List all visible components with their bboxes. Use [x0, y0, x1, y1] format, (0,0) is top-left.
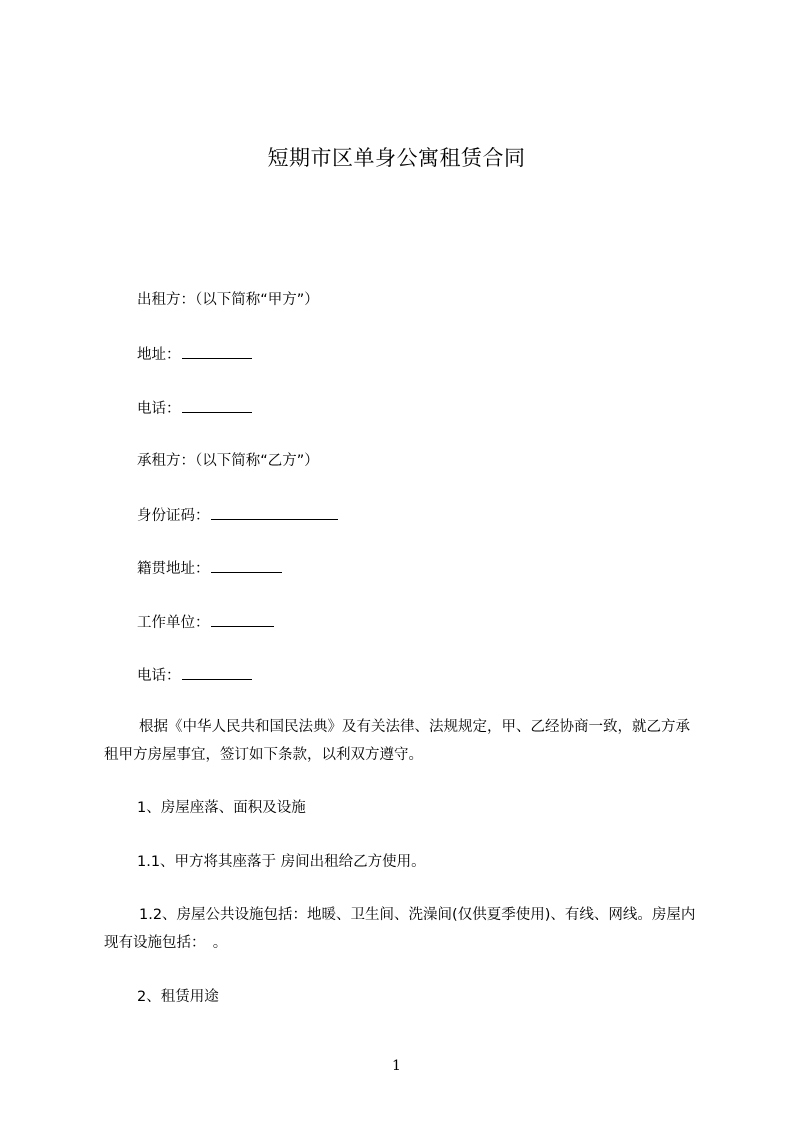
- lessor-phone-field: [137, 398, 252, 419]
- lessor-address-blank: [182, 344, 252, 359]
- lessee-id-label: 身份证码：: [137, 508, 210, 524]
- lessor-address-field: [137, 344, 252, 365]
- lessee-origin-address-field: [137, 558, 282, 579]
- lessee-phone-label: 电话：: [137, 668, 181, 684]
- preamble-paragraph: 根据《中华人民共和国民法典》及有关法律、法规规定，甲、乙经协商一致，就乙方承租甲方房屋事宜，签订如下条款，以利双方遵守。: [104, 719, 690, 763]
- lessor-label: 出租方：（以下简称“甲方”）: [137, 292, 319, 308]
- lessee-phone-field: [137, 665, 252, 686]
- section-2-heading: 2、租赁用途: [137, 989, 219, 1005]
- lessee-phone-blank: [182, 665, 252, 680]
- lessee-id-blank: [211, 505, 338, 520]
- lessee-employer-field: [137, 612, 274, 633]
- clause-1-2: 1.2、房屋公共设施包括：地暖、卫生间、洗澡间(仅供夏季使用)、有线、网线。房屋内现有设施包括： 。: [104, 907, 696, 951]
- page-number: 1: [392, 1058, 401, 1074]
- lessee-origin-address-blank: [211, 558, 282, 573]
- lessor-phone-label: 电话：: [137, 401, 181, 417]
- lessee-employer-blank: [211, 612, 274, 627]
- lessor-address-label: 地址：: [137, 347, 181, 363]
- lessee-employer-label: 工作单位：: [137, 615, 210, 631]
- lessee-id-field: [137, 505, 338, 526]
- document-title: 短期市区单身公寓租赁合同: [267, 146, 526, 170]
- lessee-origin-address-label: 籍贯地址：: [137, 561, 210, 577]
- lessor-phone-blank: [182, 398, 252, 413]
- clause-1-1: 1.1、甲方将其座落于 房间出租给乙方使用。: [137, 854, 426, 870]
- lessee-label: 承租方：（以下简称“乙方”）: [137, 453, 319, 469]
- section-1-heading: 1、房屋座落、面积及设施: [137, 800, 306, 816]
